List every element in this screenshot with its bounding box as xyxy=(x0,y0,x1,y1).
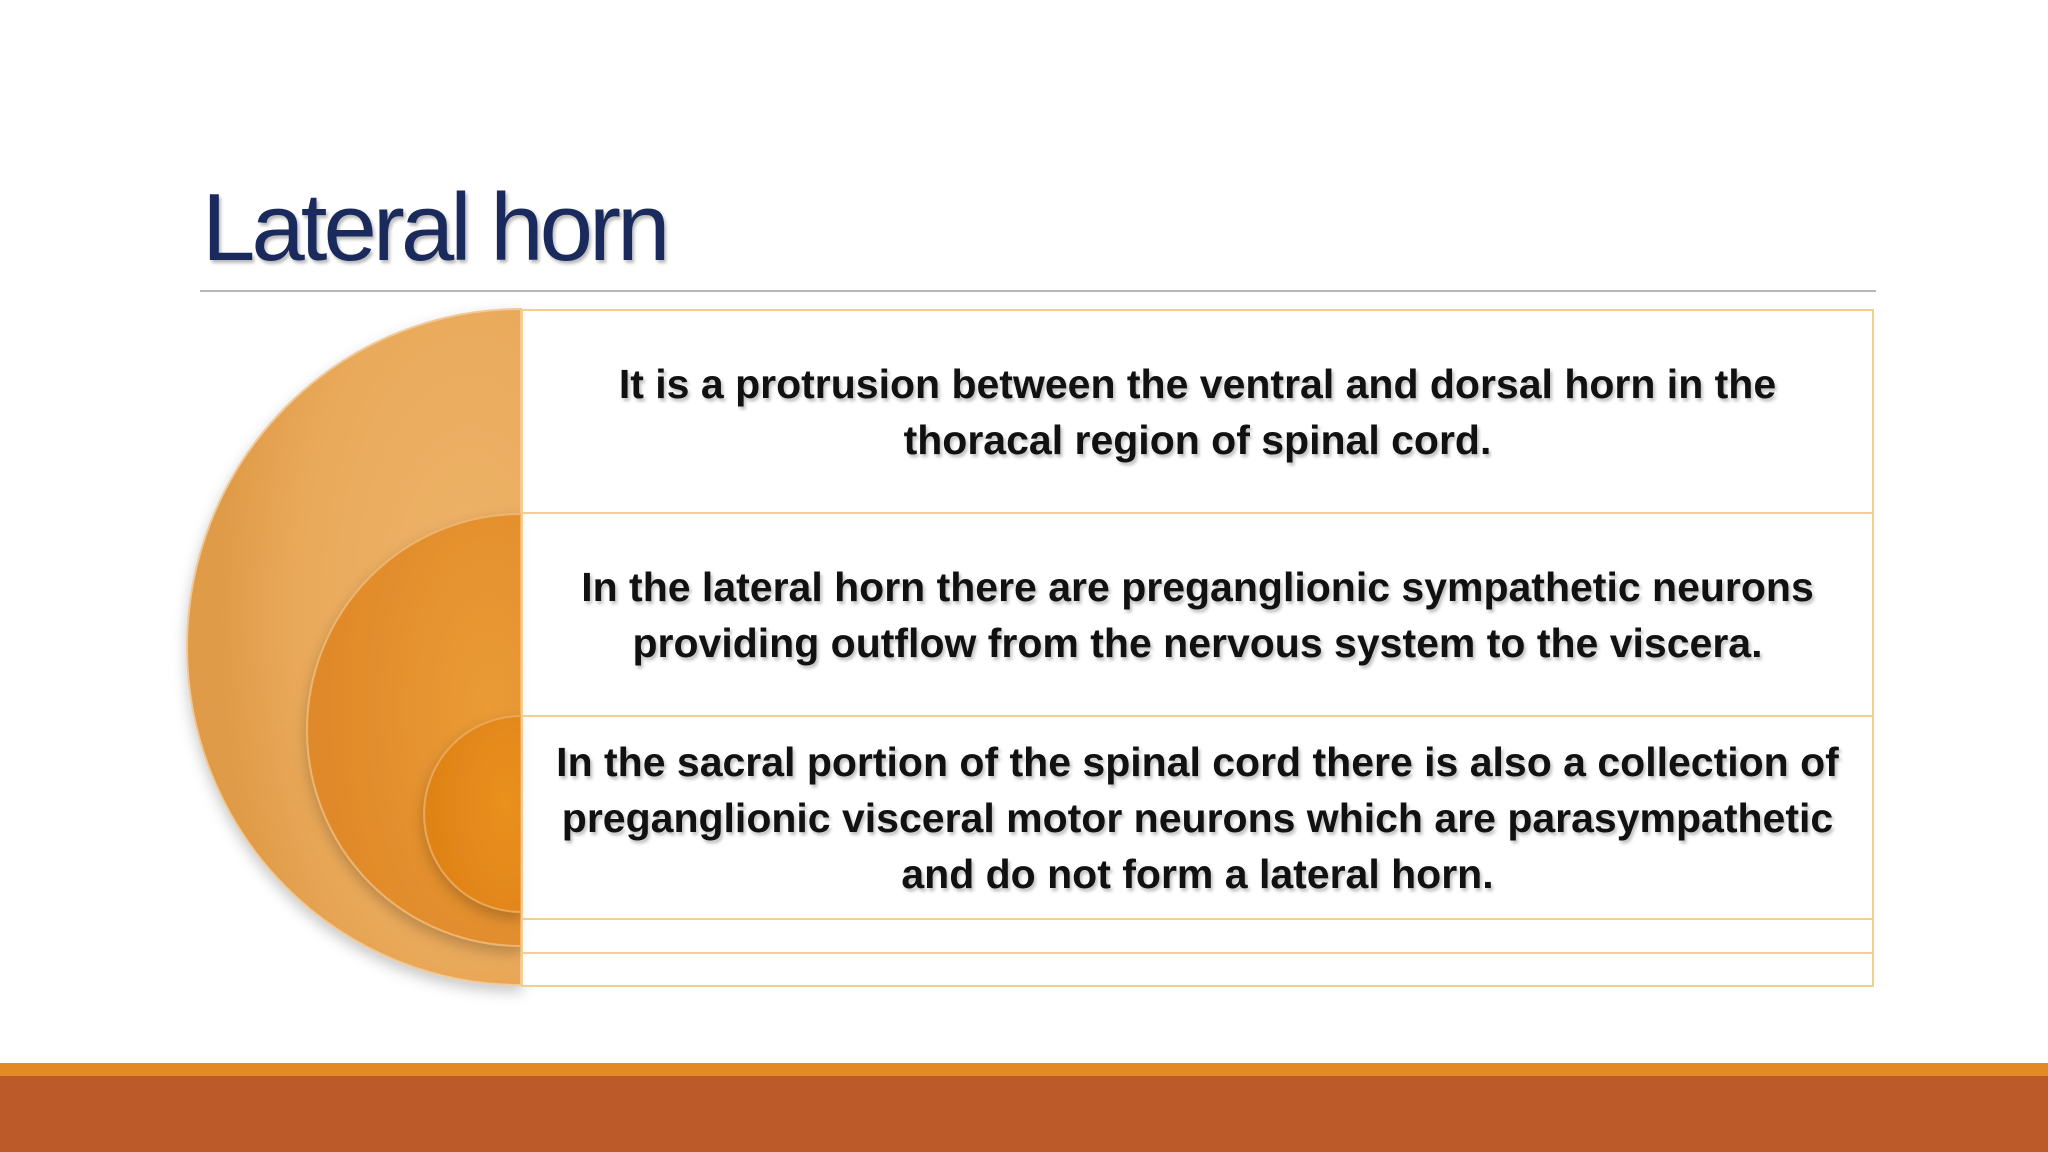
slide-title: Lateral horn xyxy=(202,174,667,281)
info-box-3-text: In the sacral portion of the spinal cord there is also a collection of preganglionic visceral motor neurons which are parasympathetic and do not form a lateral horn. xyxy=(556,738,1839,897)
footer-stripe xyxy=(0,1063,2048,1076)
footer-band xyxy=(0,1076,2048,1152)
info-box-1-text: It is a protrusion between the ventral and dorsal horn in the thoracal region of spinal cord. xyxy=(618,360,1777,463)
info-box-2 xyxy=(521,512,1874,717)
empty-box-2 xyxy=(521,952,1874,987)
empty-box-1 xyxy=(521,918,1874,954)
info-box-1 xyxy=(521,309,1874,514)
info-box-3 xyxy=(521,715,1874,920)
info-box-2-text: In the lateral horn there are preganglionic sympathetic neurons providing outflow from the nervous system to the viscera. xyxy=(581,563,1814,666)
